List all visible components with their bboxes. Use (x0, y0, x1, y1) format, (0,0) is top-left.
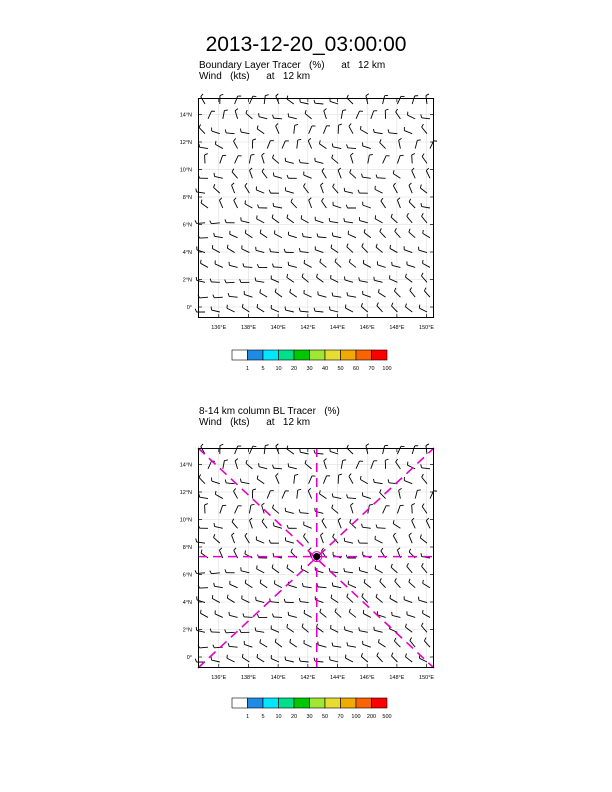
wind-barb (244, 617, 252, 618)
x-tick-label: 144°E (329, 325, 346, 331)
wind-barb-flag (300, 99, 301, 102)
x-tick-label: 148°E (389, 675, 405, 681)
y-tick-label: 10°N (179, 167, 192, 174)
center-marker (313, 553, 320, 560)
wind-barb-flag (260, 639, 261, 642)
y-tick-label: 0° (186, 655, 192, 661)
x-tick-label: 140°E (270, 675, 286, 681)
wind-barb-flag (195, 570, 196, 573)
wind-barb-flag (332, 143, 333, 146)
x-tick-label: 140°E (270, 325, 286, 331)
wind-barb-flag (227, 595, 228, 598)
wind-barb-flag (215, 141, 216, 144)
wind-barb-flag (359, 627, 360, 630)
colorbar-label: 50 (321, 714, 329, 720)
y-tick-label: 2°N (182, 277, 192, 284)
colorbar-swatch (248, 350, 264, 360)
panel2-colorbar (150, 694, 450, 728)
wind-barb-flag (343, 110, 346, 111)
wind-barb-flag (426, 444, 429, 446)
colorbar-swatch (263, 350, 279, 360)
colorbar-swatch (294, 350, 310, 360)
wind-barb-flag (332, 493, 333, 496)
y-tick-label: 10°N (179, 517, 192, 524)
wind-barb-flag (201, 444, 203, 447)
x-tick-label: 150°E (419, 675, 435, 681)
panel1-map (179, 98, 435, 331)
wind-barb-flag (195, 659, 196, 662)
colorbar-swatch (310, 350, 326, 360)
wind-barb-flag (240, 129, 241, 132)
colorbar-swatch (294, 698, 310, 708)
colorbar-label: 10 (275, 366, 282, 372)
wind-barb-flag (196, 539, 197, 542)
wind-barb-flag (390, 245, 391, 248)
colorbar-swatch (279, 698, 295, 708)
x-tick-label: 138°E (240, 325, 256, 331)
colorbar-label: 100 (382, 366, 392, 372)
colorbar-swatch (356, 350, 372, 360)
wind-barb-flag (265, 445, 268, 446)
plot-area (198, 98, 434, 318)
y-tick-label: 4°N (182, 600, 192, 606)
wind-barb-flag (220, 94, 223, 95)
colorbar-swatch (279, 350, 295, 360)
colorbar-swatch (263, 698, 279, 708)
wind-barb-flag (273, 203, 274, 206)
colorbar-swatch (325, 350, 341, 360)
panel1-wind-title: Wind (kts) at 12 km (199, 71, 311, 82)
colorbar-label: 60 (352, 366, 360, 372)
colorbar-swatch (248, 698, 264, 708)
colorbar-label: 30 (306, 366, 313, 372)
colorbar-swatch (341, 350, 357, 360)
wind-barb-flag (359, 277, 360, 280)
y-tick-label: 12°N (179, 140, 192, 146)
x-tick-label: 138°E (240, 675, 256, 681)
wind-barb-flag (332, 583, 333, 586)
wind-barb-flag (265, 95, 268, 96)
colorbar-label: 5 (261, 366, 265, 372)
wind-barb (226, 632, 234, 633)
colorbar-swatch (372, 698, 388, 708)
colorbar-label: 20 (290, 366, 298, 372)
x-tick-label: 144°E (329, 675, 346, 681)
wind-barb-flag (332, 233, 333, 236)
panel2-wind-title: Wind (kts) at 12 km (199, 417, 311, 428)
wind-barb (197, 573, 205, 574)
y-tick-label: 14°N (179, 112, 192, 119)
x-tick-label: 146°E (359, 325, 375, 331)
colorbar-label: 500 (382, 714, 392, 720)
x-tick-label: 148°E (389, 325, 405, 331)
colorbar-label: 40 (321, 366, 329, 372)
x-tick-label: 142°E (300, 675, 316, 681)
wind-barb-flag (366, 94, 369, 96)
wind-barb-flag (251, 504, 254, 505)
wind-barb-flag (369, 504, 372, 505)
colorbar-swatch (310, 698, 326, 708)
colorbar-label: 30 (306, 714, 313, 720)
colorbar-swatch (325, 698, 341, 708)
wind-barb-flag (423, 230, 424, 233)
wind-barb-flag (240, 479, 241, 482)
wind-barb-flag (276, 444, 279, 446)
wind-barb-flag (423, 580, 424, 583)
wind-barb-flag (196, 189, 197, 192)
panel1-colorbar (150, 346, 450, 380)
colorbar-label: 10 (275, 714, 282, 720)
colorbar-label: 100 (351, 714, 361, 720)
wind-barb-flag (276, 94, 279, 96)
y-tick-label: 0° (186, 305, 192, 311)
wind-barb-flag (251, 154, 254, 155)
wind-barb-flag (201, 94, 203, 97)
wind-barb-flag (347, 95, 348, 98)
panel2-map (179, 448, 435, 681)
wind-barb-flag (347, 445, 348, 448)
wind-barb-flag (195, 309, 196, 312)
colorbar-label: 5 (261, 714, 265, 720)
wind-barb-flag (195, 220, 196, 223)
colorbar-swatch (232, 350, 248, 360)
x-tick-label: 136°E (211, 325, 227, 331)
wind-barb-flag (360, 476, 361, 479)
wind-barb-flag (224, 460, 227, 461)
y-tick-label: 8°N (182, 545, 192, 551)
colorbar-label: 50 (337, 366, 344, 372)
wind-barb-flag (366, 444, 369, 446)
wind-barb-flag (260, 289, 261, 292)
wind-barb-flag (360, 126, 361, 129)
y-tick-label: 6°N (182, 572, 192, 579)
wind-barb-flag (215, 491, 216, 494)
wind-barb (226, 282, 234, 283)
wind-barb-flag (343, 460, 346, 461)
panel1-field-title: Boundary Layer Tracer (%) at 12 km (199, 60, 386, 71)
wind-barb-flag (227, 245, 228, 248)
y-tick-label: 12°N (179, 490, 192, 496)
wind-barb-flag (220, 444, 223, 445)
wind-barb (244, 267, 252, 268)
colorbar-label: 200 (366, 714, 377, 720)
colorbar-label: 1 (245, 366, 250, 372)
y-tick-label: 2°N (182, 627, 192, 634)
page-title: 2013-12-20_03:00:00 (205, 33, 407, 56)
colorbar-swatch (232, 698, 248, 708)
colorbar-label: 70 (368, 366, 375, 372)
colorbar-swatch (356, 698, 372, 708)
wind-barb-flag (426, 94, 429, 96)
wind-barb-flag (390, 595, 391, 598)
wind-barb (197, 223, 205, 224)
x-tick-label: 142°E (300, 325, 316, 331)
colorbar-label: 20 (290, 714, 298, 720)
panel2-field-title: 8-14 km column BL Tracer (%) (199, 406, 340, 417)
colorbar-label: 70 (337, 714, 344, 720)
x-tick-label: 150°E (419, 325, 435, 331)
colorbar-label: 1 (245, 714, 250, 720)
y-tick-label: 6°N (182, 222, 192, 229)
wind-barb-flag (369, 154, 372, 155)
wind-barb-flag (300, 449, 301, 452)
colorbar-swatch (341, 698, 357, 708)
y-tick-label: 8°N (182, 195, 192, 201)
colorbar-swatch (372, 350, 388, 360)
wind-barb-flag (224, 110, 227, 111)
x-tick-label: 146°E (359, 675, 375, 681)
y-tick-label: 14°N (179, 462, 192, 469)
x-tick-label: 136°E (211, 675, 227, 681)
y-tick-label: 4°N (182, 250, 192, 256)
